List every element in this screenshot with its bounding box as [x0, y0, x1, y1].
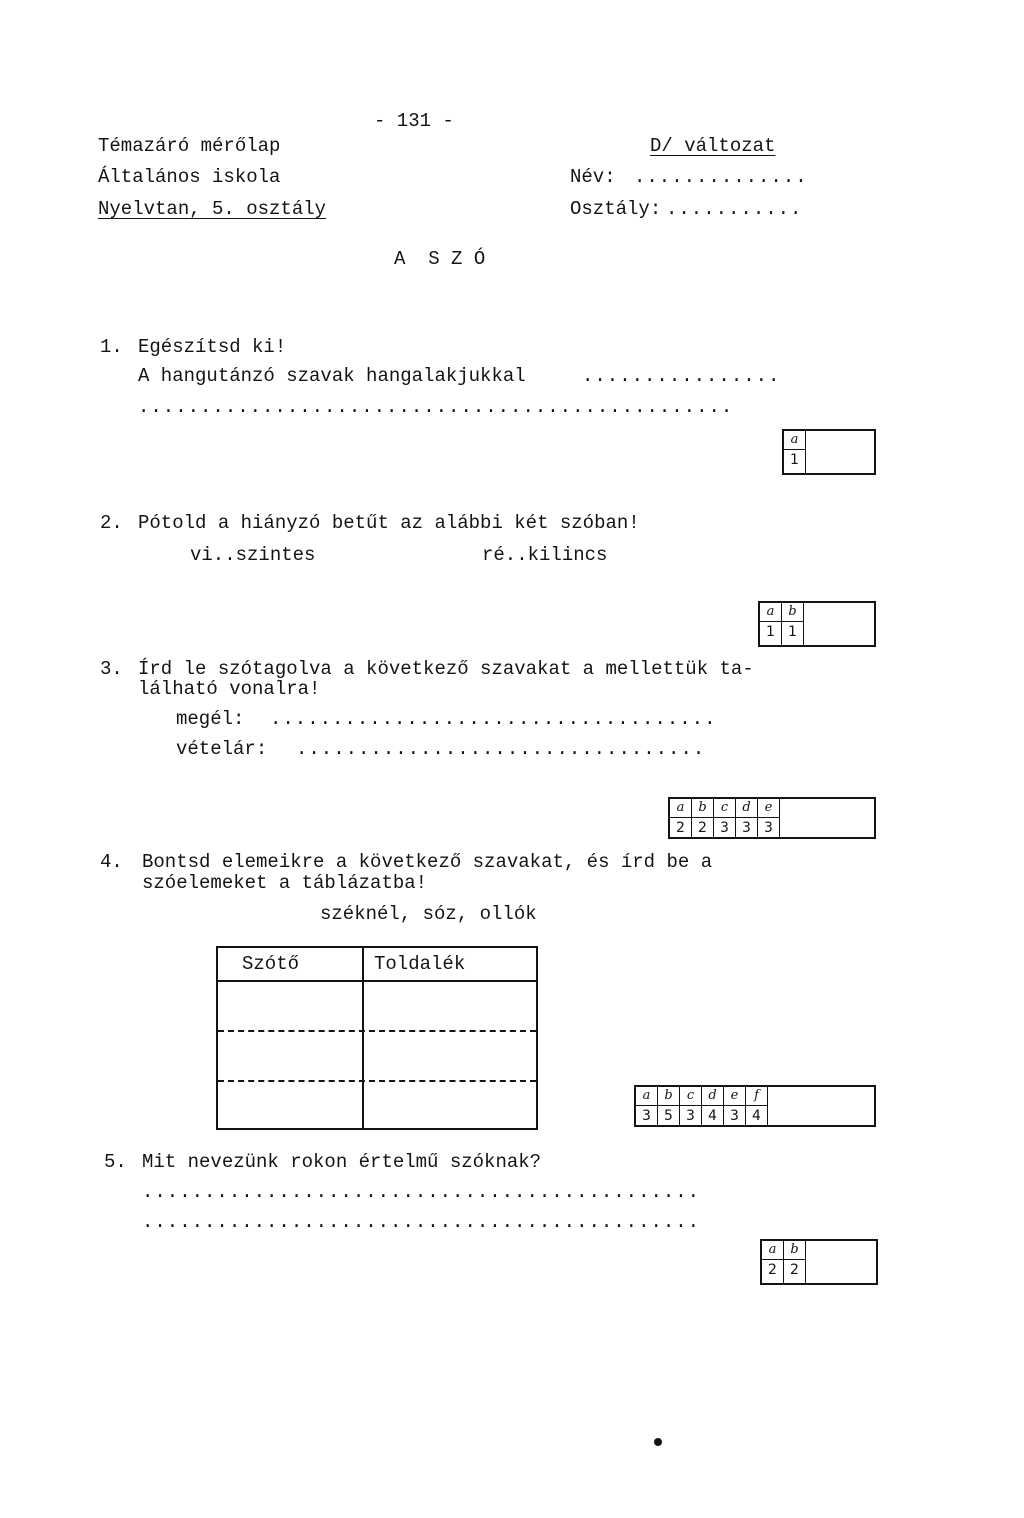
task-2-word-2: ré..kilincs: [482, 544, 608, 566]
score-label: e: [758, 799, 779, 818]
task-4-heading-line-1: Bontsd elemeikre a következő szavakat, és írd be a: [142, 851, 713, 873]
score-cell: [670, 799, 692, 837]
score-points: 2: [698, 820, 707, 836]
table-header-suffix: Toldalék: [374, 953, 466, 975]
table-row: [218, 982, 536, 1032]
score-cell: [762, 1241, 784, 1283]
task-5-answer-line-2[interactable]: .............................................: [142, 1211, 701, 1233]
score-points: 1: [766, 624, 775, 640]
score-cell: [636, 1087, 658, 1125]
score-label: a: [760, 603, 781, 622]
table-cell-stem[interactable]: [218, 1032, 364, 1080]
score-label: a: [670, 799, 691, 818]
table-cell-suffix[interactable]: [364, 982, 536, 1030]
score-points: 2: [768, 1262, 777, 1278]
task-3-answer-2[interactable]: .................................: [296, 738, 706, 760]
task-2-word-1: vi..szintes: [190, 544, 316, 566]
score-points: 3: [730, 1108, 739, 1124]
score-box-5: [760, 1239, 878, 1285]
score-label: a: [784, 431, 805, 450]
score-total-field[interactable]: [806, 431, 874, 473]
score-points: 4: [752, 1108, 761, 1124]
score-label: e: [724, 1087, 745, 1106]
score-total-field[interactable]: [768, 1087, 874, 1125]
table-header-row: [218, 948, 536, 982]
score-points: 3: [764, 820, 773, 836]
table-header-stem: Szótő: [218, 948, 364, 980]
task-1-prompt: A hangutánzó szavak hangalakjukkal: [138, 365, 526, 387]
score-label: d: [702, 1087, 723, 1106]
score-cell: [760, 603, 782, 645]
score-label: c: [714, 799, 735, 818]
score-label: f: [746, 1087, 767, 1106]
score-total-field[interactable]: [804, 603, 874, 645]
ink-blot: [654, 1438, 662, 1446]
score-subtasks: [670, 799, 780, 837]
score-label: a: [762, 1241, 783, 1260]
score-cell: [692, 799, 714, 837]
task-2-heading: Pótold a hiányzó betűt az alábbi két szóban!: [138, 512, 640, 534]
table-row: [218, 1082, 536, 1128]
score-label: a: [636, 1087, 657, 1106]
score-cell: [746, 1087, 768, 1125]
score-label: d: [736, 799, 757, 818]
task-1-number: 1.: [100, 336, 123, 358]
score-points: 3: [642, 1108, 651, 1124]
task-1-answer-line-1[interactable]: ................: [582, 365, 781, 387]
score-label: b: [692, 799, 713, 818]
task-2-number: 2.: [100, 512, 123, 534]
class-field[interactable]: ...........: [666, 198, 803, 220]
task-3-heading-line-2: lálható vonalra!: [138, 678, 321, 700]
score-cell: [784, 1241, 806, 1283]
score-cell: [702, 1087, 724, 1125]
score-label: b: [782, 603, 803, 622]
score-points: 4: [708, 1108, 717, 1124]
task-3-word-1: megél:: [176, 708, 245, 730]
table-cell-stem[interactable]: [218, 1082, 364, 1128]
score-total-field[interactable]: [780, 799, 874, 837]
score-cell: [714, 799, 736, 837]
score-cell: [724, 1087, 746, 1125]
score-cell: [782, 603, 804, 645]
subject-grade: Nyelvtan, 5. osztály: [98, 198, 327, 220]
task-1-heading: Egészítsd ki!: [138, 336, 287, 358]
page-number: - 131 -: [374, 110, 454, 132]
variant-label: D/ változat: [650, 135, 776, 157]
task-1-answer-line-2[interactable]: ................................................: [138, 396, 734, 418]
task-4-number: 4.: [100, 851, 123, 873]
score-subtasks: [784, 431, 806, 473]
table-cell-suffix[interactable]: [364, 1082, 536, 1128]
name-field[interactable]: ..............: [634, 166, 808, 188]
score-cell: [784, 431, 806, 473]
score-points: 3: [742, 820, 751, 836]
score-subtasks: [762, 1241, 806, 1283]
score-points: 2: [790, 1262, 799, 1278]
score-points: 1: [790, 452, 799, 468]
task-5-number: 5.: [104, 1151, 127, 1173]
task-5-answer-line-1[interactable]: .............................................: [142, 1181, 701, 1203]
score-box-4: [634, 1085, 876, 1127]
form-title: Témazáró mérőlap: [98, 135, 281, 157]
score-cell: [680, 1087, 702, 1125]
score-subtasks: [636, 1087, 768, 1125]
score-box-1: [782, 429, 876, 475]
score-cell: [658, 1087, 680, 1125]
score-box-3: [668, 797, 876, 839]
score-points: 3: [686, 1108, 695, 1124]
task-3-heading-line-1: Írd le szótagolva a következő szavakat a mellettük ta-: [138, 658, 754, 680]
morpheme-table: [216, 946, 538, 1130]
table-cell-suffix[interactable]: [364, 1032, 536, 1080]
score-points: 3: [720, 820, 729, 836]
score-cell: [736, 799, 758, 837]
task-3-answer-1[interactable]: ....................................: [270, 708, 717, 730]
score-subtasks: [760, 603, 804, 645]
task-5-heading: Mit nevezünk rokon értelmű szóknak?: [142, 1151, 542, 1173]
table-row: [218, 1032, 536, 1082]
score-box-2: [758, 601, 876, 647]
name-label: Név:: [570, 166, 616, 188]
class-label: Osztály:: [570, 198, 662, 220]
task-4-words: széknél, sóz, ollók: [320, 903, 537, 925]
score-label: c: [680, 1087, 701, 1106]
score-label: b: [658, 1087, 679, 1106]
score-points: 5: [664, 1108, 673, 1124]
task-3-word-2: vételár:: [176, 738, 268, 760]
score-points: 2: [676, 820, 685, 836]
table-cell-stem[interactable]: [218, 982, 364, 1030]
score-cell: [758, 799, 780, 837]
score-total-field[interactable]: [806, 1241, 876, 1283]
task-3-number: 3.: [100, 658, 123, 680]
score-label: b: [784, 1241, 805, 1260]
school-type: Általános iskola: [98, 166, 281, 188]
page-title: A S Z Ó: [394, 248, 486, 270]
task-4-heading-line-2: szóelemeket a táblázatba!: [142, 872, 428, 894]
score-points: 1: [788, 624, 797, 640]
